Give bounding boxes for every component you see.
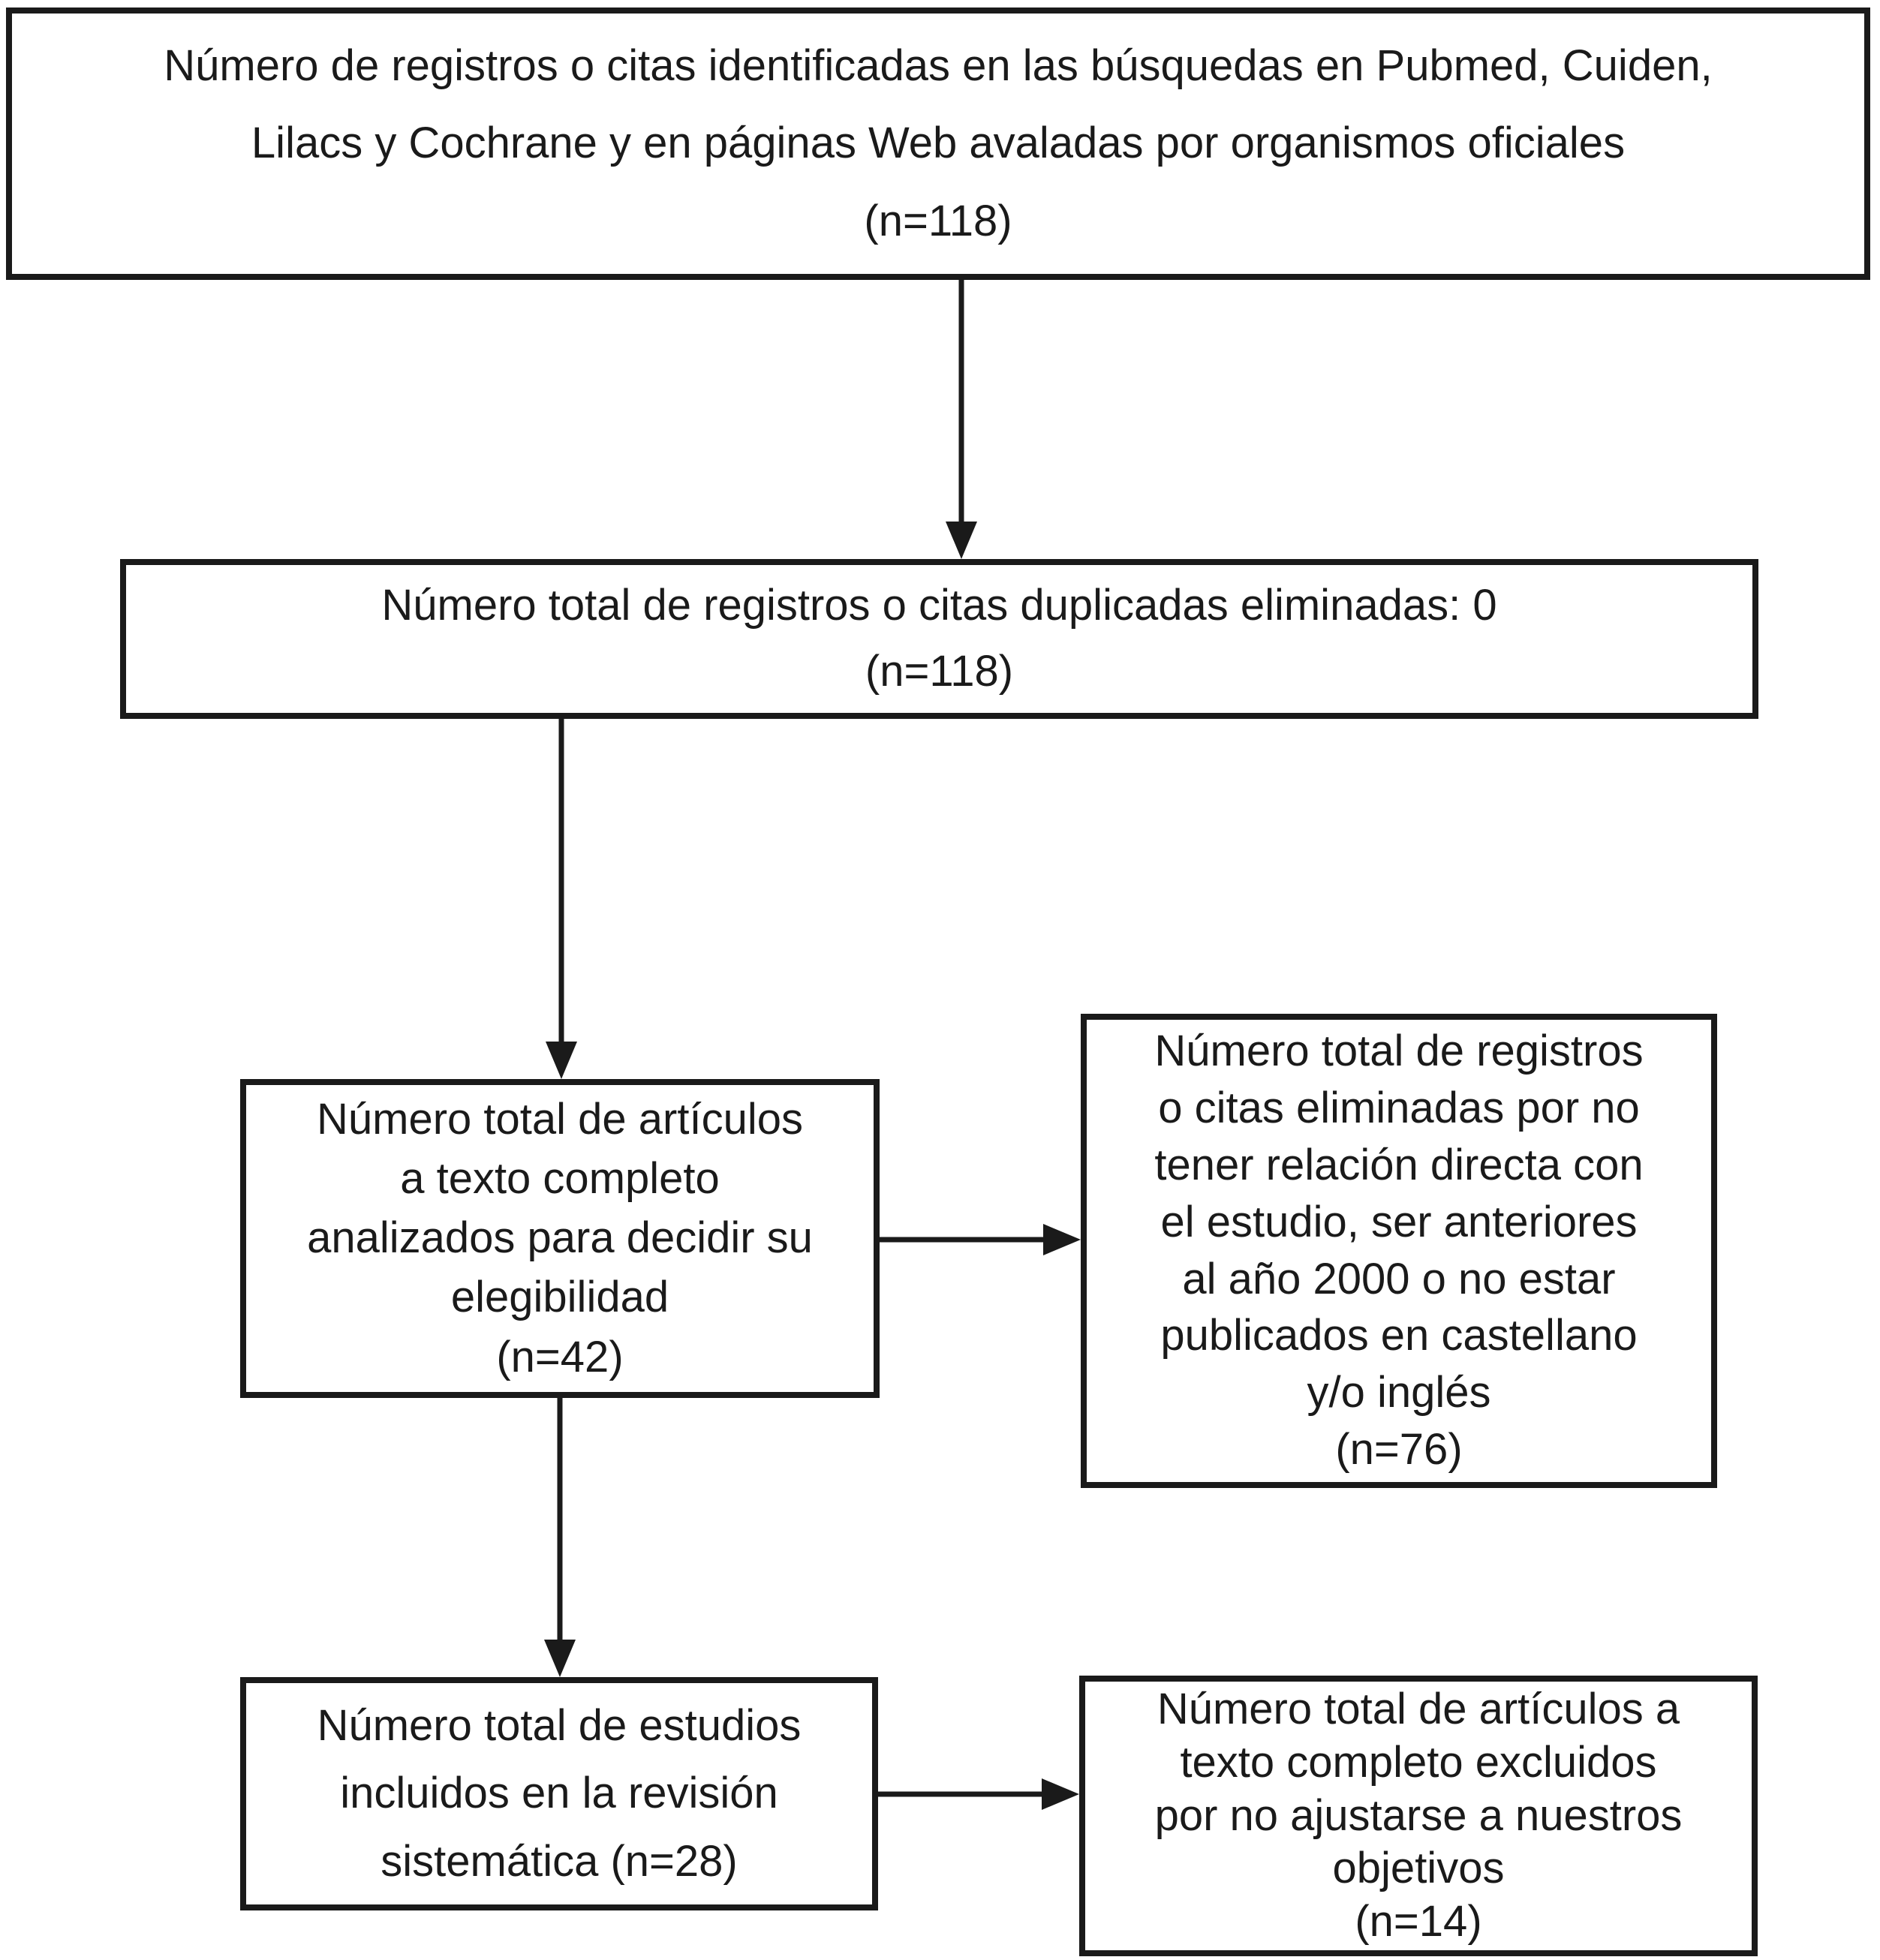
- box-text-line: por no ajustarse a nuestros: [1154, 1790, 1683, 1840]
- box-text-line: Número total de artículos: [317, 1094, 803, 1144]
- box-text-line: Número total de estudios: [317, 1700, 802, 1750]
- box-n-count: (n=76): [1335, 1425, 1463, 1475]
- box-text-line: y/o inglés: [1307, 1368, 1491, 1417]
- box-duplicates-removed: [120, 559, 1758, 719]
- box-text-line: Lilacs y Cochrane y en páginas Web avaladas por organismos oficiales: [251, 119, 1626, 168]
- box-text-line: Número total de artículos a: [1157, 1685, 1680, 1734]
- box-text-line: objetivos: [1332, 1844, 1505, 1893]
- arrow-studies-included-to-fulltext-excluded: [878, 1778, 1079, 1810]
- box-text-line: tener relación directa con: [1154, 1140, 1644, 1189]
- box-text-line: o citas eliminadas por no: [1158, 1084, 1640, 1132]
- arrow-fulltext-assessed-to-records-excluded: [880, 1224, 1081, 1255]
- box-fulltext-excluded: [1079, 1676, 1758, 1956]
- box-fulltext-assessed: [240, 1079, 880, 1398]
- box-n-count: (n=118): [865, 647, 1014, 696]
- box-text-line: analizados para decidir su: [307, 1213, 813, 1263]
- box-text-line: el estudio, ser anteriores: [1160, 1197, 1638, 1246]
- box-text-line: al año 2000 o no estar: [1182, 1254, 1616, 1303]
- box-n-count: (n=118): [864, 196, 1012, 245]
- box-text-line: Número total de registros o citas duplicadas eliminadas: 0: [381, 581, 1497, 630]
- box-text-line: elegibilidad: [450, 1273, 669, 1322]
- box-records-excluded: [1081, 1014, 1717, 1488]
- box-text-line: texto completo excluidos: [1180, 1737, 1657, 1787]
- box-text-line: Número de registros o citas identificadas en las búsquedas en Pubmed, Cuiden,: [164, 41, 1713, 90]
- box-text-line: a texto completo: [400, 1153, 720, 1203]
- box-text-line: publicados en castellano: [1160, 1311, 1638, 1360]
- box-text-line: sistemática (n=28): [381, 1836, 738, 1886]
- box-n-count: (n=42): [496, 1332, 624, 1381]
- arrow-fulltext-assessed-to-studies-included: [544, 1398, 576, 1677]
- box-n-count: (n=14): [1355, 1897, 1482, 1946]
- box-studies-included: [240, 1677, 878, 1910]
- box-records-identified: [6, 8, 1870, 280]
- box-text-line: incluidos en la revisión: [340, 1769, 778, 1818]
- arrow-identified-to-duplicates: [946, 280, 977, 559]
- arrow-duplicates-to-fulltext-assessed: [546, 719, 577, 1079]
- box-text-line: Número total de registros: [1154, 1027, 1644, 1076]
